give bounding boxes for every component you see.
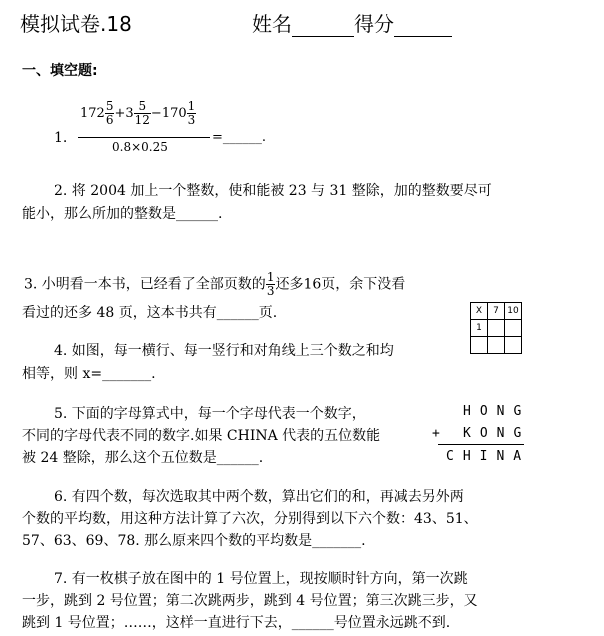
q1-whole1: 172 bbox=[80, 106, 105, 121]
q6-line3: 57、63、69、78. 那么原来四个数的平均数是_______. bbox=[22, 533, 366, 549]
q5-line3: 被 24 整除，那么这个五位数是______. bbox=[22, 450, 264, 466]
q7-line2: 一步，跳到 2 号位置；第二次跳两步，跳到 4 号位置；第三次跳三步，又 bbox=[22, 593, 478, 609]
magic-square-grid bbox=[470, 302, 522, 354]
q3-fraction: $\frac{1}{3}$ bbox=[266, 270, 275, 298]
addition-row-china: CHINA bbox=[446, 449, 531, 464]
grid-cell bbox=[471, 337, 488, 354]
q6-line2: 个数的平均数，用这种方法计算了六次，分别得到以下六个数：43、51、 bbox=[22, 511, 478, 527]
q7-line3: 跳到 1 号位置；……，这样一直进行下去，______号位置永远跳不到. bbox=[22, 615, 451, 631]
q1-denominator: 0.8×0.25 bbox=[112, 140, 168, 154]
q5-line1: 5. 下面的字母算式中，每一个字母代表一个数字， bbox=[54, 406, 366, 422]
q1-op1: +3 bbox=[114, 106, 134, 121]
q3-line2: 看过的还多 48 页，这本书共有______页. bbox=[22, 305, 278, 321]
name-score-field bbox=[252, 8, 452, 37]
q4-line1: 4. 如图，每一横行、每一竖行和对角线上三个数之和均 bbox=[54, 343, 394, 359]
addition-row-hong: HONG bbox=[463, 404, 531, 419]
q1-number: 1. bbox=[54, 130, 68, 146]
q7-line1: 7. 有一枚棋子放在图中的 1 号位置上，现按顺时针方向，第一次跳 bbox=[54, 571, 468, 587]
q2-line2: 能小，那么所加的整数是______. bbox=[22, 206, 223, 222]
q4-line2: 相等，则 x=_______. bbox=[22, 366, 156, 382]
score-blank bbox=[394, 16, 452, 37]
page-title: 模拟试卷.18 bbox=[20, 12, 132, 36]
grid-cell bbox=[488, 320, 505, 337]
q1-frac3: $\frac{1}{3}$ bbox=[187, 99, 196, 127]
q6-line1: 6. 有四个数，每次选取其中两个数，算出它们的和，再减去另外两 bbox=[54, 489, 464, 505]
section-title: 一、填空题: bbox=[22, 63, 98, 79]
grid-cell: 1 bbox=[471, 320, 488, 337]
addition-sum-line bbox=[438, 444, 524, 445]
grid-cell bbox=[488, 337, 505, 354]
q1-frac2: $\frac{5}{12}$ bbox=[134, 99, 150, 127]
q1-frac1: $\frac{5}{6}$ bbox=[105, 99, 114, 127]
grid-cell: 10 bbox=[505, 303, 522, 320]
q3-line1: 3. 小明看一本书，已经看了全部页数的 $\frac{1}{3}$ 还多16页，余下没看 bbox=[24, 270, 406, 298]
grid-cell: 7 bbox=[488, 303, 505, 320]
grid-cell bbox=[505, 337, 522, 354]
grid-cell bbox=[505, 320, 522, 337]
addition-row-kong: KONG bbox=[463, 426, 531, 441]
name-label: 姓名 bbox=[252, 12, 292, 36]
grid-cell: X bbox=[471, 303, 488, 320]
q1-answer-blank: =______. bbox=[212, 130, 267, 145]
score-label: 得分 bbox=[354, 12, 394, 36]
name-blank bbox=[292, 16, 354, 37]
addition-plus-sign: + bbox=[432, 426, 449, 441]
q1-op2: −170 bbox=[150, 106, 187, 121]
q1-fraction-bar bbox=[78, 137, 210, 138]
q5-line2: 不同的字母代表不同的数字.如果 CHINA 代表的五位数能 bbox=[22, 428, 381, 444]
q2-line1: 2. 将 2004 加上一个整数，使和能被 23 与 31 整除，加的整数要尽可 bbox=[54, 183, 492, 199]
q1-numerator bbox=[80, 100, 196, 127]
